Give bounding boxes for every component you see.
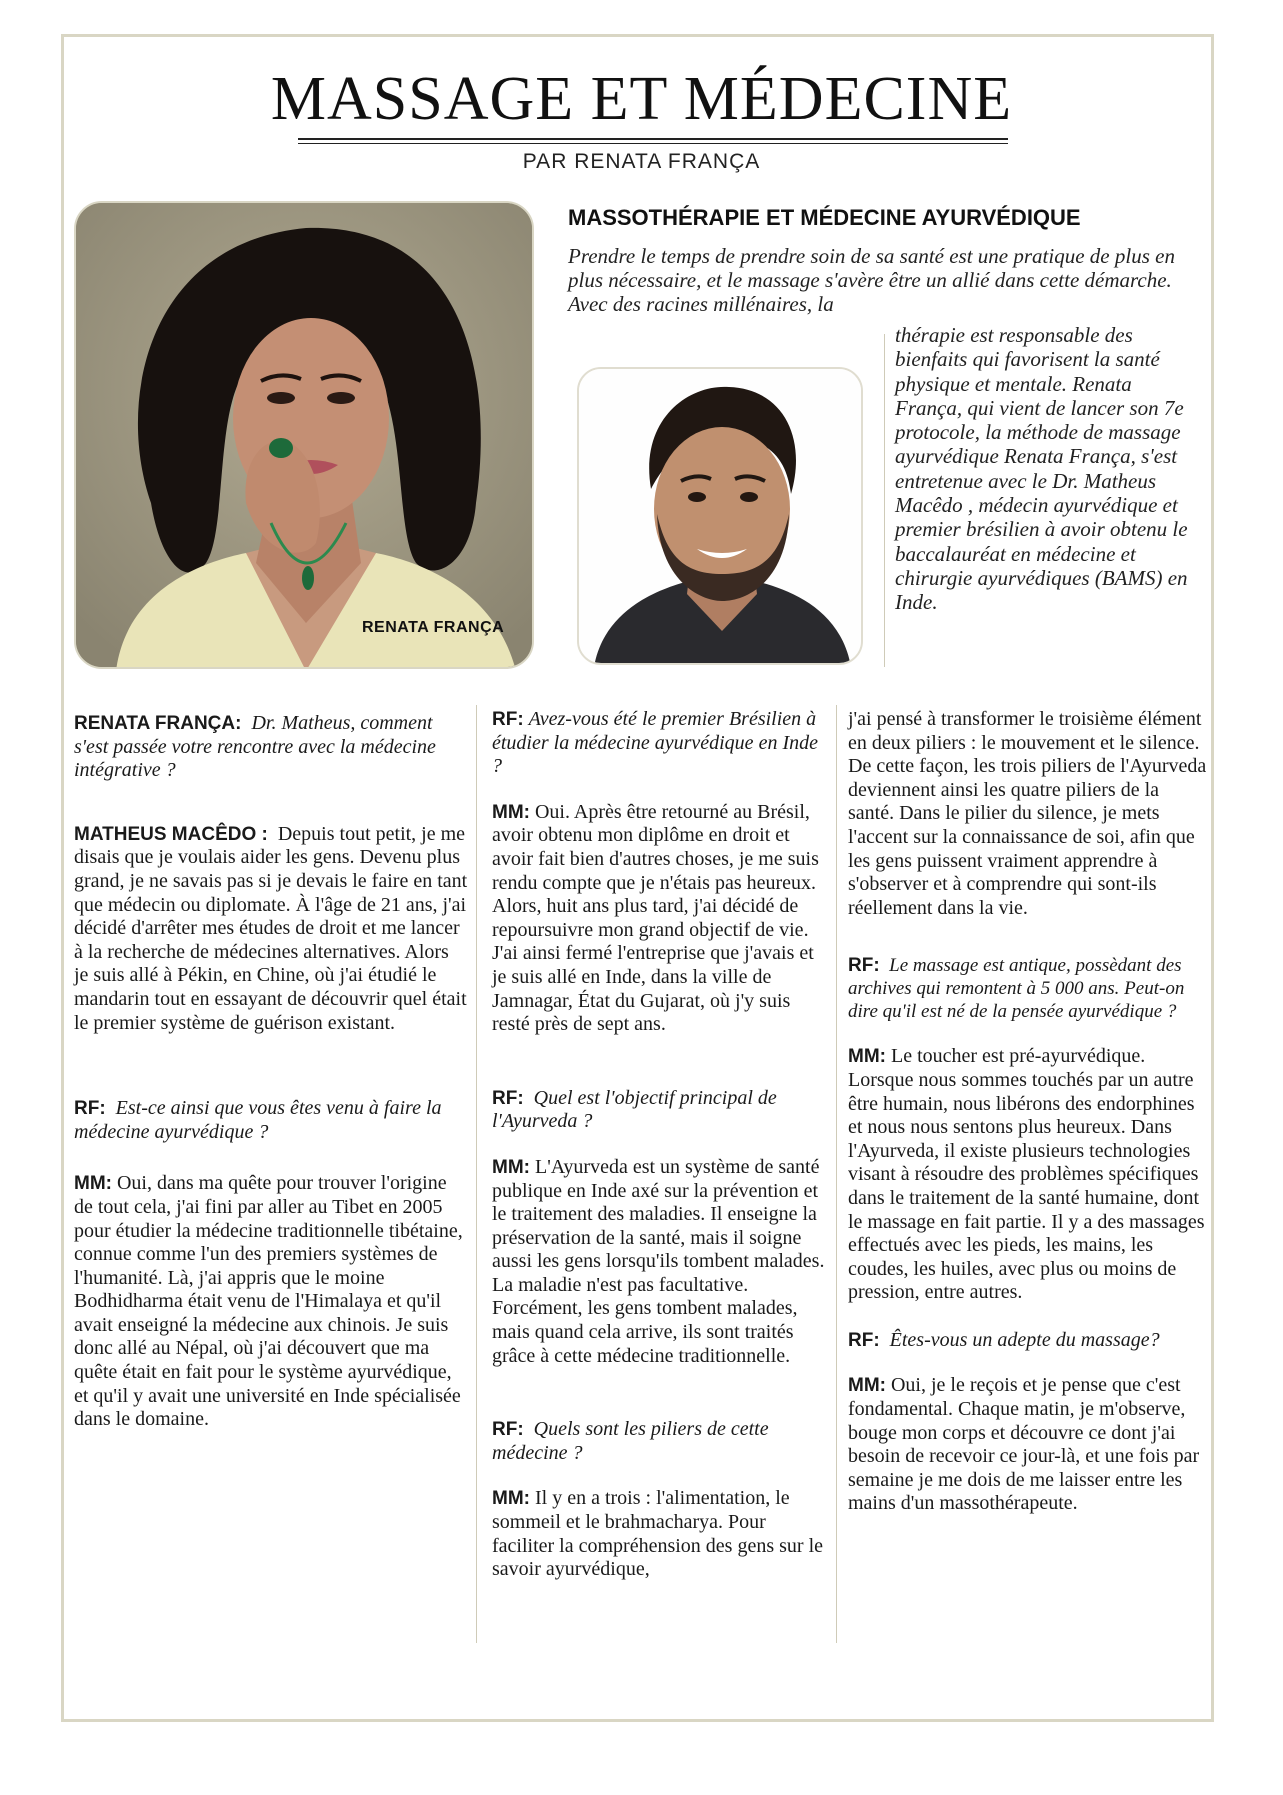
answer-paragraph <box>848 1045 1210 1305</box>
title-rule-thin <box>298 143 1008 144</box>
answer-text: L'Ayurveda est un système de santé publique en Inde axé sur la prévention et le traitement des maladies. Il enseigne la préservation de la santé, mais il soigne aussi les gens lorsqu'ils tombent malades. La maladie n'est pas facultative. Forcément, les gens tombent malades, mais quand cela arrive, ils sont traités grâce à cette médecine traditionnelle. <box>492 1155 825 1367</box>
column-1 <box>74 712 468 1432</box>
column-divider <box>476 705 477 1643</box>
answer-paragraph <box>74 823 468 1035</box>
answer-paragraph <box>74 1172 468 1432</box>
speaker-label: MM: <box>74 1173 112 1195</box>
speaker-label: MATHEUS MACÊDO : <box>74 823 268 845</box>
question-paragraph <box>848 954 1210 1023</box>
speaker-label: RF: <box>492 1087 524 1109</box>
renata-franca-photo <box>74 201 534 669</box>
column-2 <box>492 708 830 1582</box>
speaker-label: RF: <box>848 1329 880 1351</box>
column-3 <box>848 708 1210 1516</box>
question-text: Avez-vous été le premier Brésilien à étudier la médecine ayurvédique en Inde ? <box>492 708 818 778</box>
answer-paragraph <box>492 1156 830 1368</box>
column-divider <box>836 705 837 1643</box>
intro-side: thérapie est responsable des bienfaits qui favorisent la santé physique et mentale. Renata França, qui vient de lancer son 7e protocole, la méthode de massage ayurvédique Renata França, s'est entretenue avec le Dr. Matheus Macêdo , médecin ayurvédique et premier brésilien à avoir obtenu le baccalauréat en médecine et chirurgie ayurvédiques (BAMS) en Inde. <box>895 323 1188 615</box>
question-paragraph <box>848 1329 1210 1353</box>
speaker-label: RF: <box>492 709 524 730</box>
question-text: Quels sont les piliers de cette médecine ? <box>492 1418 769 1464</box>
answer-paragraph <box>848 708 1210 920</box>
intro-top: Prendre le temps de prendre soin de sa santé est une pratique de plus en plus nécessaire, et le massage s'avère être un allié dans cette démarche. Avec des racines millénaires, la <box>568 244 1175 316</box>
answer-text: Le toucher est pré-ayurvédique. Lorsque nous sommes touchés par un autre être humain, nous libérons des endorphines et nous nous sentons plus heureux. Dans l'Ayurveda, il existe plusieurs technologies visant à résoudre des problèmes spécifiques dans le traitement de la santé humaine, dont le massage en fait partie. Il y a des massages effectués avec les pieds, les mains, les coudes, les huiles, avec plus ou moins de pression, entre autres. <box>848 1045 1205 1304</box>
speaker-label: RF: <box>848 955 880 977</box>
question-paragraph <box>492 1418 830 1465</box>
speaker-label: MM: <box>848 1046 886 1068</box>
question-paragraph <box>492 1087 830 1134</box>
question-paragraph <box>74 712 468 783</box>
answer-text: Depuis tout petit, je me disais que je voulais aider les gens. Devenu plus grand, je ne savais pas si je devais le faire en tant que médecin ou diplomate. À l'âge de 21 ans, j'ai décidé d'arrêter mes études de droit et me lancer à la recherche de médecines alternatives. Alors je suis allé à Pékin, en Chine, où j'ai étudié le mandarin tout en essayant de découvrir quel était le premier système de guérison existant. <box>74 822 468 1034</box>
question-text: Le massage est antique, possèdant des archives qui remontent à 5 000 ans. Peut-on dire qu'il est né de la pensée ayurvédique ? <box>848 955 1185 1023</box>
question-text: Est-ce ainsi que vous êtes venu à faire la médecine ayurvédique ? <box>74 1097 442 1143</box>
title-rule <box>298 138 1008 140</box>
answer-text: j'ai pensé à transformer le troisième élément en deux piliers : le mouvement et le silence. De cette façon, les trois piliers de l'Ayurveda deviennent ainsi les quatre piliers de la santé. Dans le pilier du silence, je mets l'accent sur la connaissance de soi, afin que les gens puissent vraiment apprendre à s'observer et à comprendre qui sont-ils réellement dans la vie. <box>848 708 1207 919</box>
section-title: MASSOTHÉRAPIE ET MÉDECINE AYURVÉDIQUE <box>568 205 1081 230</box>
speaker-label: MM: <box>848 1375 886 1397</box>
speaker-label: MM: <box>492 1488 530 1510</box>
answer-text: Oui, je le reçois et je pense que c'est fondamental. Chaque matin, je m'observe, bouge mon corps et découvre ce dont j'ai besoin de recevoir ce jour-là, et une fois par semaine je me dois de me laisser entre les mains d'un massothérapeute. <box>848 1374 1200 1515</box>
speaker-label: RENATA FRANÇA: <box>74 713 242 734</box>
answer-text: Il y en a trois : l'alimentation, le sommeil et le brahmacharya. Pour faciliter la compréhension des gens sur le savoir ayurvédique, <box>492 1487 823 1581</box>
article-title: MASSAGE ET MÉDECINE <box>270 65 1013 133</box>
speaker-label: RF: <box>74 1098 106 1120</box>
speaker-label: MM: <box>492 801 530 823</box>
question-paragraph <box>74 1097 468 1144</box>
answer-paragraph <box>492 801 830 1037</box>
answer-text: Oui, dans ma quête pour trouver l'origine de tout cela, j'ai fini par aller au Tibet en 2005 pour étudier la médecine traditionnelle tibétaine, connue comme l'un des premiers systèmes de l'humanité. Là, j'ai appris que le moine Bodhidharma était venu de l'Himalaya et qu'il avait enseigné la médecine aux chinois. Je suis donc allé au Népal, où j'ai découvert que ma quête était en fait pour le système ayurvédique, et qu'il y avait une université en Inde spécialisée dans le domaine. <box>74 1172 463 1431</box>
intro-divider <box>884 334 885 667</box>
answer-paragraph <box>492 1487 830 1581</box>
answer-text: Oui. Après être retourné au Brésil, avoir obtenu mon diplôme en droit et avoir fait bien d'autres choses, je me suis rendu compte que je n'étais pas heureux. Alors, huit ans plus tard, j'ai décidé de repoursuivre mon grand objectif de vie. J'ai ainsi fermé l'entreprise que j'avais et je suis allé en Inde, dans la ville de Jamnagar, État du Gujarat, où j'y suis resté près de sept ans. <box>492 800 819 1036</box>
matheus-macedo-photo <box>577 367 863 665</box>
question-text: Quel est l'objectif principal de l'Ayurveda ? <box>492 1086 777 1133</box>
speaker-label: RF: <box>492 1419 524 1441</box>
photo-caption: RENATA FRANÇA <box>362 619 505 636</box>
question-text: Dr. Matheus, comment s'est passée votre rencontre avec la médecine intégrative ? <box>74 712 436 782</box>
answer-paragraph <box>848 1374 1210 1516</box>
speaker-label: MM: <box>492 1156 530 1178</box>
question-paragraph <box>492 708 830 779</box>
byline: PAR RENATA FRANÇA <box>522 150 761 173</box>
question-text: Êtes-vous un adepte du massage? <box>889 1328 1160 1351</box>
